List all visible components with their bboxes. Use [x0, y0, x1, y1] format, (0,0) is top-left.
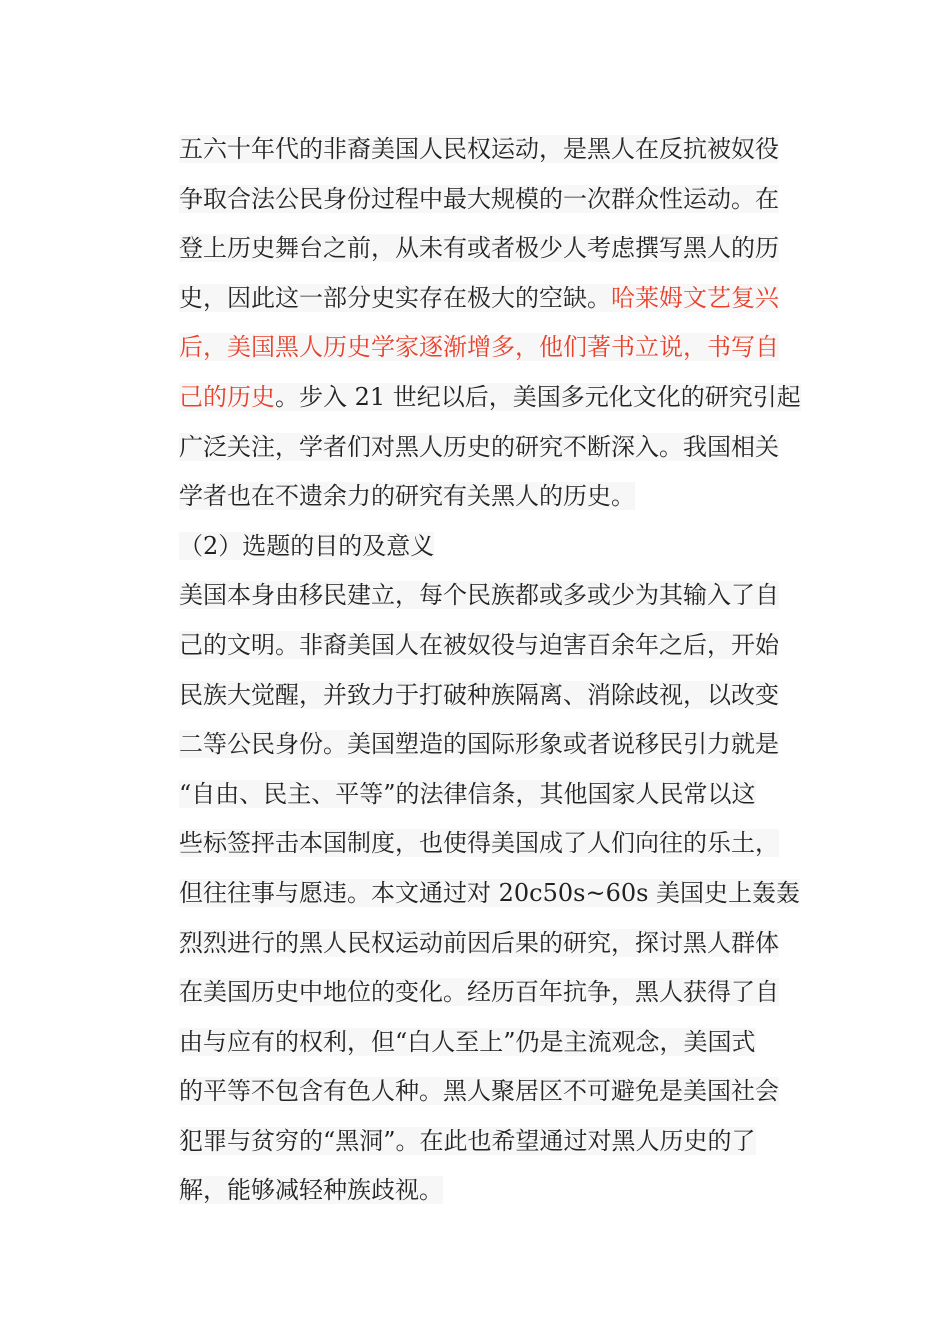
- paragraph-2-line-1: [179, 571, 811, 621]
- section-heading: [179, 522, 811, 572]
- document-body: [179, 125, 811, 1216]
- text-line: 犯罪与贫穷的“黑洞”。在此也希望通过对黑人历史的了: [179, 1126, 756, 1155]
- text-line: 民族大觉醒，并致力于打破种族隔离、消除歧视，以改变: [179, 680, 779, 709]
- paragraph-2-line-3: [179, 671, 811, 721]
- highlighted-text: 后，美国黑人历史学家逐渐增多，他们著书立说，书写自: [179, 333, 779, 362]
- paragraph-1-line-7: [179, 423, 811, 473]
- text-line: 但往往事与愿违。本文通过对 20c50s~60s 美国史上轰轰: [179, 878, 801, 907]
- paragraph-2-line-11: [179, 1067, 811, 1117]
- paragraph-2-line-6: [179, 819, 811, 869]
- paragraph-2-line-7: [179, 869, 811, 919]
- text-line: 美国本身由移民建立，每个民族都或多或少为其输入了自: [179, 581, 779, 610]
- paragraph-1-line-6: [179, 373, 811, 423]
- paragraph-1-line-1: [179, 125, 811, 175]
- paragraph-2-line-13: [179, 1166, 811, 1216]
- text-line: 烈烈进行的黑人民权运动前因后果的研究，探讨黑人群体: [179, 928, 779, 957]
- text-line: 由与应有的权利，但“白人至上”仍是主流观念，美国式: [179, 1027, 756, 1056]
- paragraph-2-line-9: [179, 968, 811, 1018]
- highlighted-text: 己的历史: [179, 382, 275, 411]
- text-line: 五六十年代的非裔美国人民权运动，是黑人在反抗被奴役: [179, 135, 779, 163]
- paragraph-2-line-8: [179, 919, 811, 969]
- text-line: 登上历史舞台之前，从未有或者极少人考虑撰写黑人的历: [179, 234, 779, 263]
- text-line: “自由、民主、平等”的法律信条，其他国家人民常以这: [179, 779, 756, 808]
- text-line: 。步入 21 世纪以后，美国多元化文化的研究引起: [275, 382, 801, 411]
- section-heading-text: （2）选题的目的及意义: [179, 531, 435, 560]
- paragraph-1-line-3: [179, 224, 811, 274]
- highlighted-text: 哈莱姆文艺复兴: [611, 283, 779, 312]
- paragraph-2-line-2: [179, 621, 811, 671]
- paragraph-2-line-4: [179, 720, 811, 770]
- paragraph-1-line-2: [179, 175, 811, 225]
- text-line: 史，因此这一部分史实存在极大的空缺。: [179, 283, 611, 312]
- text-line: 广泛关注，学者们对黑人历史的研究不断深入。我国相关: [179, 432, 779, 461]
- paragraph-2-line-10: [179, 1018, 811, 1068]
- text-line: 己的文明。非裔美国人在被奴役与迫害百余年之后，开始: [179, 630, 779, 659]
- text-line: 二等公民身份。美国塑造的国际形象或者说移民引力就是: [179, 730, 779, 759]
- text-line: 争取合法公民身份过程中最大规模的一次群众性运动。在: [179, 184, 779, 213]
- text-line: 些标签抨击本国制度，也使得美国成了人们向往的乐土，: [179, 829, 779, 858]
- paragraph-2-line-12: [179, 1117, 811, 1167]
- paragraph-2-line-5: [179, 770, 811, 820]
- text-line: 解，能够减轻种族歧视。: [179, 1176, 443, 1205]
- text-line: 在美国历史中地位的变化。经历百年抗争，黑人获得了自: [179, 978, 779, 1007]
- text-line: 学者也在不遗余力的研究有关黑人的历史。: [179, 482, 635, 511]
- paragraph-1-line-5: [179, 323, 811, 373]
- paragraph-1-line-4: [179, 274, 811, 324]
- text-line: 的平等不包含有色人种。黑人聚居区不可避免是美国社会: [179, 1077, 779, 1106]
- paragraph-1-line-8: [179, 472, 811, 522]
